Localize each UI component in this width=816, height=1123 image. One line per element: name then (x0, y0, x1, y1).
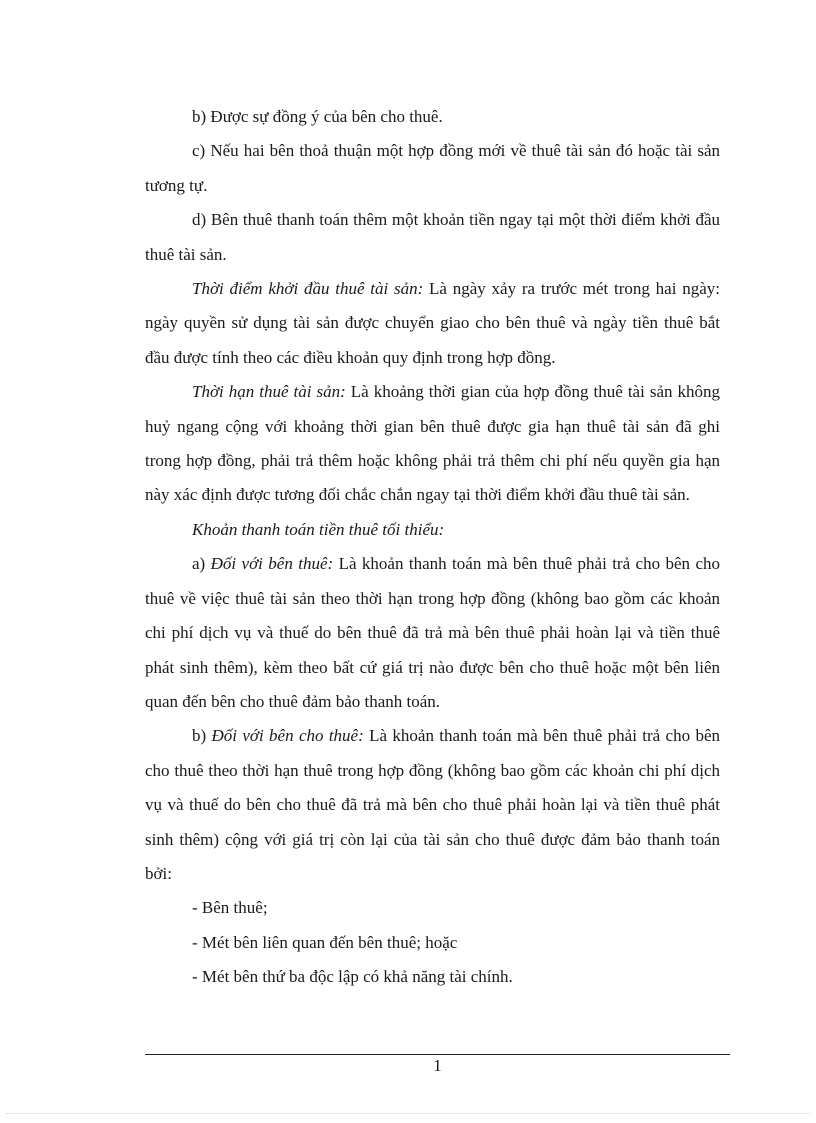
term-label: Đối với bên thuê: (210, 554, 334, 574)
paragraph: b) Được sự đồng ý của bên cho thuê. (192, 107, 443, 126)
page-number: 1 (433, 1056, 442, 1075)
paragraph-definition: a) Đối với bên thuê: Là khoản thanh toán mà bên thuê phải trả cho bên cho thuê về việc thuê tài sản theo thời hạn trong hợp đồng (không bao gồm các khoản chi phí dịch vụ và thuế do bên thuê đã trả mà bên thuê phải hoàn lại và tiền thuê phát sinh thêm), kèm theo bất cứ giá trị nào được bên cho thuê hoặc một bên liên quan đến bên cho thuê đảm bảo thanh toán. (145, 554, 720, 711)
page-edge-divider (6, 1113, 810, 1114)
list-item: - Mét bên liên quan đến bên thuê; hoặc (192, 932, 458, 952)
paragraph-definition: b) Đối với bên cho thuê: Là khoản thanh toán mà bên thuê phải trả cho bên cho thuê theo thời hạn thuê trong hợp đồng (không bao gồm các khoản chi phí dịch vụ và thuế do bên cho thuê đã trả mà bên cho thuê phải hoàn lại và tiền thuê phát sinh thêm) cộng với giá trị còn lại của tài sản cho thuê được đảm bảo thanh toán bởi: (145, 726, 720, 883)
list-item: - Mét bên thứ ba độc lập có khả năng tài chính. (192, 967, 513, 987)
paragraph: c) Nếu hai bên thoả thuận một hợp đồng mới về thuê tài sản đó hoặc tài sản tương tự. (145, 141, 720, 195)
term-label: Khoản thanh toán tiền thuê tối thiểu: (192, 519, 445, 539)
section-heading (145, 513, 720, 547)
paragraph: d) Bên thuê thanh toán thêm một khoản tiền ngay tại một thời điểm khởi đầu thuê tài sản. (145, 210, 720, 264)
paragraph-definition: Thời điểm khởi đầu thuê tài sản: Là ngày xảy ra trước mét trong hai ngày: ngày quyền sử dụng tài sản được chuyển giao cho bên thuê và ngày tiền thuê bắt đầu được tính theo các điều khoản quy định trong hợp đồng. (145, 279, 720, 367)
paragraph-definition: Thời hạn thuê tài sản: Là khoảng thời gian của hợp đồng thuê tài sản không huỷ ngang cộng với khoảng thời gian bên thuê được gia hạn thuê tài sản đã ghi trong hợp đồng, phải trả thêm hoặc không phải trả thêm chi phí nếu quyền gia hạn này xác định được tương đối chắc chắn ngay tại thời điểm khởi đầu thuê tài sản. (145, 382, 720, 505)
list-item: - Bên thuê; (192, 898, 268, 918)
term-label: Thời điểm khởi đầu thuê tài sản: (192, 279, 424, 299)
term-label: Đối với bên cho thuê: (211, 726, 364, 746)
term-label: Thời hạn thuê tài sản: (192, 382, 346, 402)
body-text (145, 100, 720, 995)
